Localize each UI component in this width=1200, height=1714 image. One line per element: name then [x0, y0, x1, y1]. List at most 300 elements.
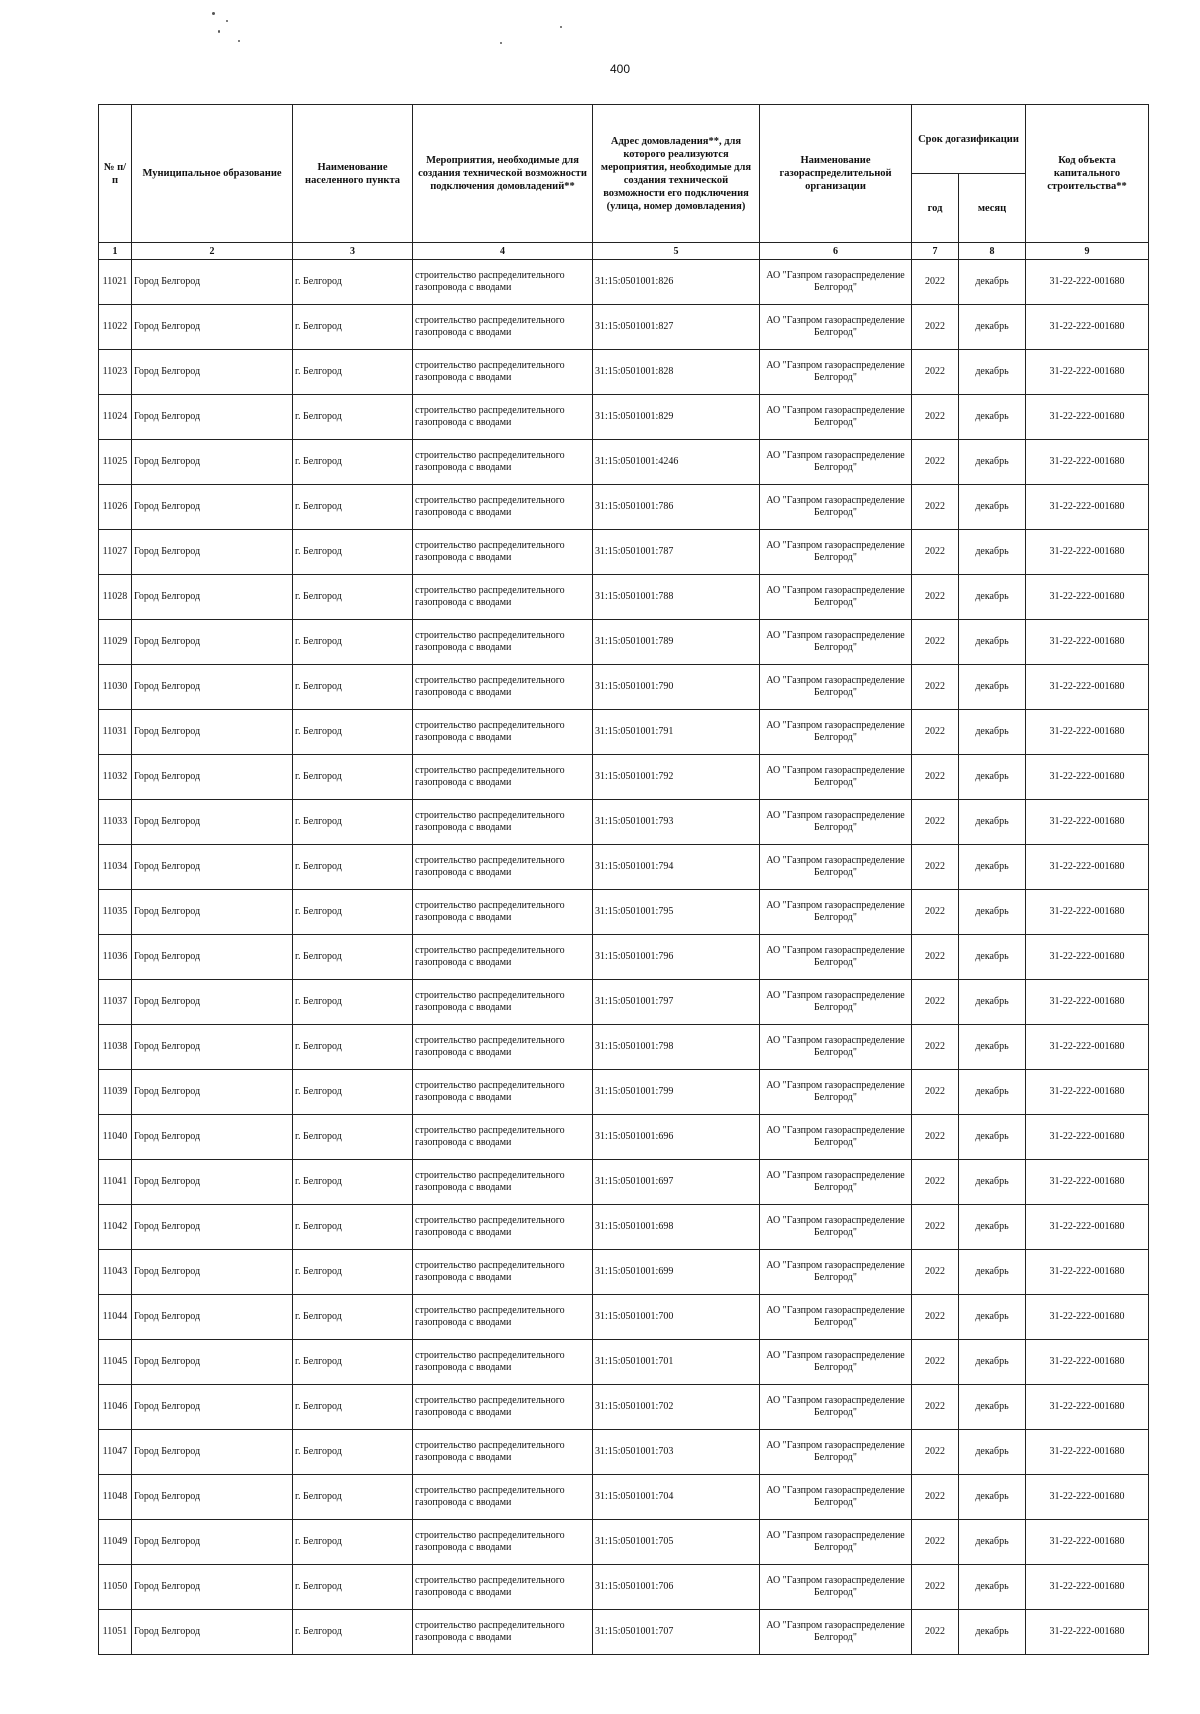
address-cell: 31:15:0501001:696 — [593, 1115, 760, 1160]
row-number: 11036 — [99, 935, 132, 980]
municipality-cell: Город Белгород — [132, 1070, 293, 1115]
year-cell: 2022 — [912, 620, 959, 665]
settlement-cell: г. Белгород — [293, 1565, 413, 1610]
organization-cell: АО "Газпром газораспределение Белгород" — [760, 1070, 912, 1115]
municipality-cell: Город Белгород — [132, 1115, 293, 1160]
year-cell: 2022 — [912, 710, 959, 755]
settlement-cell: г. Белгород — [293, 1250, 413, 1295]
settlement-cell: г. Белгород — [293, 305, 413, 350]
column-number: 7 — [912, 243, 959, 260]
table-row — [99, 1070, 1149, 1115]
municipality-cell: Город Белгород — [132, 845, 293, 890]
object-code-cell: 31-22-222-001680 — [1026, 1205, 1149, 1250]
object-code-cell: 31-22-222-001680 — [1026, 1070, 1149, 1115]
settlement-cell: г. Белгород — [293, 620, 413, 665]
month-cell: декабрь — [959, 1565, 1026, 1610]
organization-cell: АО "Газпром газораспределение Белгород" — [760, 1295, 912, 1340]
year-cell: 2022 — [912, 1160, 959, 1205]
object-code-cell: 31-22-222-001680 — [1026, 1160, 1149, 1205]
table-row — [99, 935, 1149, 980]
organization-cell: АО "Газпром газораспределение Белгород" — [760, 755, 912, 800]
row-number: 11040 — [99, 1115, 132, 1160]
year-cell: 2022 — [912, 350, 959, 395]
organization-cell: АО "Газпром газораспределение Белгород" — [760, 1205, 912, 1250]
municipality-cell: Город Белгород — [132, 1565, 293, 1610]
organization-cell: АО "Газпром газораспределение Белгород" — [760, 530, 912, 575]
municipality-cell: Город Белгород — [132, 800, 293, 845]
row-number: 11047 — [99, 1430, 132, 1475]
scan-speck — [500, 42, 502, 44]
organization-cell: АО "Газпром газораспределение Белгород" — [760, 890, 912, 935]
municipality-cell: Город Белгород — [132, 1025, 293, 1070]
municipality-cell: Город Белгород — [132, 395, 293, 440]
object-code-cell: 31-22-222-001680 — [1026, 800, 1149, 845]
row-number: 11028 — [99, 575, 132, 620]
object-code-cell: 31-22-222-001680 — [1026, 350, 1149, 395]
scan-speck — [218, 30, 220, 33]
scan-speck — [560, 26, 562, 28]
municipality-cell: Город Белгород — [132, 350, 293, 395]
settlement-cell: г. Белгород — [293, 575, 413, 620]
object-code-cell: 31-22-222-001680 — [1026, 845, 1149, 890]
address-cell: 31:15:0501001:786 — [593, 485, 760, 530]
settlement-cell: г. Белгород — [293, 1070, 413, 1115]
month-cell: декабрь — [959, 1340, 1026, 1385]
settlement-cell: г. Белгород — [293, 440, 413, 485]
address-cell: 31:15:0501001:706 — [593, 1565, 760, 1610]
municipality-cell: Город Белгород — [132, 1250, 293, 1295]
settlement-cell: г. Белгород — [293, 485, 413, 530]
object-code-cell: 31-22-222-001680 — [1026, 710, 1149, 755]
month-cell: декабрь — [959, 1205, 1026, 1250]
address-cell: 31:15:0501001:701 — [593, 1340, 760, 1385]
event-cell: строительство распределительного газопровода с вводами — [413, 890, 593, 935]
table-row — [99, 1565, 1149, 1610]
month-cell: декабрь — [959, 710, 1026, 755]
address-cell: 31:15:0501001:789 — [593, 620, 760, 665]
month-cell: декабрь — [959, 1160, 1026, 1205]
event-cell: строительство распределительного газопровода с вводами — [413, 1520, 593, 1565]
month-cell: декабрь — [959, 350, 1026, 395]
row-number: 11035 — [99, 890, 132, 935]
settlement-cell: г. Белгород — [293, 800, 413, 845]
table-row — [99, 1340, 1149, 1385]
settlement-cell: г. Белгород — [293, 530, 413, 575]
address-cell: 31:15:0501001:799 — [593, 1070, 760, 1115]
column-number: 3 — [293, 243, 413, 260]
month-cell: декабрь — [959, 1295, 1026, 1340]
object-code-cell: 31-22-222-001680 — [1026, 935, 1149, 980]
municipality-cell: Город Белгород — [132, 1385, 293, 1430]
year-cell: 2022 — [912, 1565, 959, 1610]
year-cell: 2022 — [912, 1205, 959, 1250]
month-cell: декабрь — [959, 305, 1026, 350]
year-cell: 2022 — [912, 530, 959, 575]
address-cell: 31:15:0501001:697 — [593, 1160, 760, 1205]
municipality-cell: Город Белгород — [132, 440, 293, 485]
address-cell: 31:15:0501001:795 — [593, 890, 760, 935]
year-cell: 2022 — [912, 1025, 959, 1070]
municipality-cell: Город Белгород — [132, 1295, 293, 1340]
table-row — [99, 350, 1149, 395]
event-cell: строительство распределительного газопровода с вводами — [413, 845, 593, 890]
settlement-cell: г. Белгород — [293, 1205, 413, 1250]
address-cell: 31:15:0501001:787 — [593, 530, 760, 575]
organization-cell: АО "Газпром газораспределение Белгород" — [760, 800, 912, 845]
table-row — [99, 440, 1149, 485]
row-number: 11043 — [99, 1250, 132, 1295]
event-cell: строительство распределительного газопровода с вводами — [413, 350, 593, 395]
event-cell: строительство распределительного газопровода с вводами — [413, 1250, 593, 1295]
year-cell: 2022 — [912, 800, 959, 845]
address-cell: 31:15:0501001:828 — [593, 350, 760, 395]
year-cell: 2022 — [912, 1520, 959, 1565]
table-row — [99, 620, 1149, 665]
year-cell: 2022 — [912, 1115, 959, 1160]
organization-cell: АО "Газпром газораспределение Белгород" — [760, 1610, 912, 1655]
year-cell: 2022 — [912, 1475, 959, 1520]
municipality-cell: Город Белгород — [132, 710, 293, 755]
municipality-cell: Город Белгород — [132, 980, 293, 1025]
address-cell: 31:15:0501001:793 — [593, 800, 760, 845]
address-cell: 31:15:0501001:698 — [593, 1205, 760, 1250]
municipality-cell: Город Белгород — [132, 575, 293, 620]
address-cell: 31:15:0501001:702 — [593, 1385, 760, 1430]
month-cell: декабрь — [959, 800, 1026, 845]
year-cell: 2022 — [912, 575, 959, 620]
table-row — [99, 1250, 1149, 1295]
table-row — [99, 845, 1149, 890]
table-row — [99, 260, 1149, 305]
organization-cell: АО "Газпром газораспределение Белгород" — [760, 1250, 912, 1295]
object-code-cell: 31-22-222-001680 — [1026, 980, 1149, 1025]
organization-cell: АО "Газпром газораспределение Белгород" — [760, 710, 912, 755]
event-cell: строительство распределительного газопровода с вводами — [413, 1475, 593, 1520]
year-cell: 2022 — [912, 935, 959, 980]
object-code-cell: 31-22-222-001680 — [1026, 1295, 1149, 1340]
organization-cell: АО "Газпром газораспределение Белгород" — [760, 1475, 912, 1520]
row-number: 11037 — [99, 980, 132, 1025]
column-number-row — [99, 243, 1149, 260]
municipality-cell: Город Белгород — [132, 755, 293, 800]
row-number: 11025 — [99, 440, 132, 485]
address-cell: 31:15:0501001:788 — [593, 575, 760, 620]
municipality-cell: Город Белгород — [132, 1340, 293, 1385]
event-cell: строительство распределительного газопровода с вводами — [413, 1115, 593, 1160]
settlement-cell: г. Белгород — [293, 755, 413, 800]
year-cell: 2022 — [912, 1610, 959, 1655]
municipality-cell: Город Белгород — [132, 530, 293, 575]
object-code-cell: 31-22-222-001680 — [1026, 1430, 1149, 1475]
settlement-cell: г. Белгород — [293, 665, 413, 710]
row-number: 11046 — [99, 1385, 132, 1430]
page-number: 400 — [609, 62, 631, 76]
settlement-cell: г. Белгород — [293, 1025, 413, 1070]
header-code: Код объекта капитального строительства** — [1026, 105, 1149, 243]
year-cell: 2022 — [912, 305, 959, 350]
header-month: месяц — [959, 174, 1026, 243]
address-cell: 31:15:0501001:798 — [593, 1025, 760, 1070]
object-code-cell: 31-22-222-001680 — [1026, 665, 1149, 710]
settlement-cell: г. Белгород — [293, 980, 413, 1025]
event-cell: строительство распределительного газопровода с вводами — [413, 710, 593, 755]
event-cell: строительство распределительного газопровода с вводами — [413, 260, 593, 305]
row-number: 11026 — [99, 485, 132, 530]
object-code-cell: 31-22-222-001680 — [1026, 1475, 1149, 1520]
row-number: 11023 — [99, 350, 132, 395]
month-cell: декабрь — [959, 1070, 1026, 1115]
month-cell: декабрь — [959, 575, 1026, 620]
address-cell: 31:15:0501001:796 — [593, 935, 760, 980]
event-cell: строительство распределительного газопровода с вводами — [413, 530, 593, 575]
event-cell: строительство распределительного газопровода с вводами — [413, 1430, 593, 1475]
settlement-cell: г. Белгород — [293, 890, 413, 935]
month-cell: декабрь — [959, 1475, 1026, 1520]
organization-cell: АО "Газпром газораспределение Белгород" — [760, 620, 912, 665]
organization-cell: АО "Газпром газораспределение Белгород" — [760, 1340, 912, 1385]
address-cell: 31:15:0501001:829 — [593, 395, 760, 440]
month-cell: декабрь — [959, 1025, 1026, 1070]
month-cell: декабрь — [959, 935, 1026, 980]
column-number: 5 — [593, 243, 760, 260]
object-code-cell: 31-22-222-001680 — [1026, 620, 1149, 665]
settlement-cell: г. Белгород — [293, 1430, 413, 1475]
event-cell: строительство распределительного газопровода с вводами — [413, 1610, 593, 1655]
header-settlement: Наименование населенного пункта — [293, 105, 413, 243]
column-number: 2 — [132, 243, 293, 260]
address-cell: 31:15:0501001:827 — [593, 305, 760, 350]
table-row — [99, 1430, 1149, 1475]
address-cell: 31:15:0501001:790 — [593, 665, 760, 710]
settlement-cell: г. Белгород — [293, 1115, 413, 1160]
object-code-cell: 31-22-222-001680 — [1026, 395, 1149, 440]
object-code-cell: 31-22-222-001680 — [1026, 440, 1149, 485]
organization-cell: АО "Газпром газораспределение Белгород" — [760, 980, 912, 1025]
municipality-cell: Город Белгород — [132, 1475, 293, 1520]
event-cell: строительство распределительного газопровода с вводами — [413, 1340, 593, 1385]
settlement-cell: г. Белгород — [293, 1385, 413, 1430]
month-cell: декабрь — [959, 530, 1026, 575]
organization-cell: АО "Газпром газораспределение Белгород" — [760, 935, 912, 980]
year-cell: 2022 — [912, 1340, 959, 1385]
month-cell: декабрь — [959, 1520, 1026, 1565]
column-number: 6 — [760, 243, 912, 260]
organization-cell: АО "Газпром газораспределение Белгород" — [760, 440, 912, 485]
month-cell: декабрь — [959, 980, 1026, 1025]
municipality-cell: Город Белгород — [132, 1430, 293, 1475]
municipality-cell: Город Белгород — [132, 890, 293, 935]
object-code-cell: 31-22-222-001680 — [1026, 1340, 1149, 1385]
organization-cell: АО "Газпром газораспределение Белгород" — [760, 1385, 912, 1430]
event-cell: строительство распределительного газопровода с вводами — [413, 800, 593, 845]
municipality-cell: Город Белгород — [132, 1205, 293, 1250]
settlement-cell: г. Белгород — [293, 1160, 413, 1205]
row-number: 11048 — [99, 1475, 132, 1520]
event-cell: строительство распределительного газопровода с вводами — [413, 1070, 593, 1115]
municipality-cell: Город Белгород — [132, 485, 293, 530]
month-cell: декабрь — [959, 755, 1026, 800]
address-cell: 31:15:0501001:704 — [593, 1475, 760, 1520]
row-number: 11034 — [99, 845, 132, 890]
month-cell: декабрь — [959, 890, 1026, 935]
object-code-cell: 31-22-222-001680 — [1026, 530, 1149, 575]
row-number: 11024 — [99, 395, 132, 440]
event-cell: строительство распределительного газопровода с вводами — [413, 1295, 593, 1340]
organization-cell: АО "Газпром газораспределение Белгород" — [760, 305, 912, 350]
event-cell: строительство распределительного газопровода с вводами — [413, 1025, 593, 1070]
municipality-cell: Город Белгород — [132, 665, 293, 710]
event-cell: строительство распределительного газопровода с вводами — [413, 665, 593, 710]
object-code-cell: 31-22-222-001680 — [1026, 755, 1149, 800]
address-cell: 31:15:0501001:700 — [593, 1295, 760, 1340]
month-cell: декабрь — [959, 1250, 1026, 1295]
object-code-cell: 31-22-222-001680 — [1026, 1385, 1149, 1430]
organization-cell: АО "Газпром газораспределение Белгород" — [760, 1025, 912, 1070]
table-row — [99, 305, 1149, 350]
month-cell: декабрь — [959, 1610, 1026, 1655]
event-cell: строительство распределительного газопровода с вводами — [413, 755, 593, 800]
object-code-cell: 31-22-222-001680 — [1026, 575, 1149, 620]
address-cell: 31:15:0501001:826 — [593, 260, 760, 305]
year-cell: 2022 — [912, 440, 959, 485]
event-cell: строительство распределительного газопровода с вводами — [413, 1160, 593, 1205]
header-num: № п/п — [99, 105, 132, 243]
month-cell: декабрь — [959, 1385, 1026, 1430]
organization-cell: АО "Газпром газораспределение Белгород" — [760, 1565, 912, 1610]
year-cell: 2022 — [912, 980, 959, 1025]
municipality-cell: Город Белгород — [132, 620, 293, 665]
row-number: 11021 — [99, 260, 132, 305]
event-cell: строительство распределительного газопровода с вводами — [413, 305, 593, 350]
gasification-table — [98, 104, 1149, 1655]
row-number: 11022 — [99, 305, 132, 350]
object-code-cell: 31-22-222-001680 — [1026, 1565, 1149, 1610]
event-cell: строительство распределительного газопровода с вводами — [413, 575, 593, 620]
event-cell: строительство распределительного газопровода с вводами — [413, 980, 593, 1025]
object-code-cell: 31-22-222-001680 — [1026, 485, 1149, 530]
row-number: 11042 — [99, 1205, 132, 1250]
event-cell: строительство распределительного газопровода с вводами — [413, 620, 593, 665]
table-row — [99, 755, 1149, 800]
year-cell: 2022 — [912, 1070, 959, 1115]
object-code-cell: 31-22-222-001680 — [1026, 260, 1149, 305]
settlement-cell: г. Белгород — [293, 1340, 413, 1385]
header-organization: Наименование газораспределительной организации — [760, 105, 912, 243]
header-municipality: Муниципальное образование — [132, 105, 293, 243]
row-number: 11050 — [99, 1565, 132, 1610]
year-cell: 2022 — [912, 845, 959, 890]
row-number: 11038 — [99, 1025, 132, 1070]
column-number: 9 — [1026, 243, 1149, 260]
object-code-cell: 31-22-222-001680 — [1026, 305, 1149, 350]
year-cell: 2022 — [912, 665, 959, 710]
address-cell: 31:15:0501001:792 — [593, 755, 760, 800]
settlement-cell: г. Белгород — [293, 1520, 413, 1565]
organization-cell: АО "Газпром газораспределение Белгород" — [760, 845, 912, 890]
table-row — [99, 1295, 1149, 1340]
month-cell: декабрь — [959, 665, 1026, 710]
row-number: 11030 — [99, 665, 132, 710]
municipality-cell: Город Белгород — [132, 260, 293, 305]
column-number: 8 — [959, 243, 1026, 260]
object-code-cell: 31-22-222-001680 — [1026, 1610, 1149, 1655]
scan-speck — [226, 20, 228, 22]
table-header-row — [99, 105, 1149, 174]
row-number: 11051 — [99, 1610, 132, 1655]
municipality-cell: Город Белгород — [132, 1520, 293, 1565]
object-code-cell: 31-22-222-001680 — [1026, 1025, 1149, 1070]
organization-cell: АО "Газпром газораспределение Белгород" — [760, 1115, 912, 1160]
year-cell: 2022 — [912, 1250, 959, 1295]
address-cell: 31:15:0501001:705 — [593, 1520, 760, 1565]
year-cell: 2022 — [912, 485, 959, 530]
event-cell: строительство распределительного газопровода с вводами — [413, 1205, 593, 1250]
address-cell: 31:15:0501001:707 — [593, 1610, 760, 1655]
column-number: 4 — [413, 243, 593, 260]
table-row — [99, 1610, 1149, 1655]
month-cell: декабрь — [959, 485, 1026, 530]
organization-cell: АО "Газпром газораспределение Белгород" — [760, 485, 912, 530]
object-code-cell: 31-22-222-001680 — [1026, 1520, 1149, 1565]
settlement-cell: г. Белгород — [293, 710, 413, 755]
event-cell: строительство распределительного газопровода с вводами — [413, 935, 593, 980]
settlement-cell: г. Белгород — [293, 1610, 413, 1655]
row-number: 11049 — [99, 1520, 132, 1565]
year-cell: 2022 — [912, 890, 959, 935]
object-code-cell: 31-22-222-001680 — [1026, 1115, 1149, 1160]
table-row — [99, 530, 1149, 575]
table-row — [99, 890, 1149, 935]
table-row — [99, 485, 1149, 530]
row-number: 11044 — [99, 1295, 132, 1340]
organization-cell: АО "Газпром газораспределение Белгород" — [760, 665, 912, 710]
event-cell: строительство распределительного газопровода с вводами — [413, 395, 593, 440]
month-cell: декабрь — [959, 395, 1026, 440]
organization-cell: АО "Газпром газораспределение Белгород" — [760, 1160, 912, 1205]
table-row — [99, 1115, 1149, 1160]
municipality-cell: Город Белгород — [132, 305, 293, 350]
settlement-cell: г. Белгород — [293, 845, 413, 890]
year-cell: 2022 — [912, 1430, 959, 1475]
month-cell: декабрь — [959, 620, 1026, 665]
header-address: Адрес домовладения**, для которого реализуются мероприятия, необходимые для создания технической возможности его подключения (улица, номер домовладения) — [593, 105, 760, 243]
row-number: 11027 — [99, 530, 132, 575]
table-row — [99, 1385, 1149, 1430]
table-row — [99, 1025, 1149, 1070]
settlement-cell: г. Белгород — [293, 1475, 413, 1520]
scan-speck — [238, 40, 240, 42]
month-cell: декабрь — [959, 440, 1026, 485]
scan-speck — [212, 12, 215, 15]
municipality-cell: Город Белгород — [132, 1610, 293, 1655]
table-row — [99, 980, 1149, 1025]
table-row — [99, 575, 1149, 620]
table-row — [99, 800, 1149, 845]
table-row — [99, 1205, 1149, 1250]
object-code-cell: 31-22-222-001680 — [1026, 890, 1149, 935]
table-row — [99, 710, 1149, 755]
month-cell: декабрь — [959, 260, 1026, 305]
month-cell: декабрь — [959, 1115, 1026, 1160]
settlement-cell: г. Белгород — [293, 1295, 413, 1340]
organization-cell: АО "Газпром газораспределение Белгород" — [760, 1520, 912, 1565]
month-cell: декабрь — [959, 845, 1026, 890]
address-cell: 31:15:0501001:797 — [593, 980, 760, 1025]
year-cell: 2022 — [912, 755, 959, 800]
month-cell: декабрь — [959, 1430, 1026, 1475]
year-cell: 2022 — [912, 1295, 959, 1340]
year-cell: 2022 — [912, 1385, 959, 1430]
